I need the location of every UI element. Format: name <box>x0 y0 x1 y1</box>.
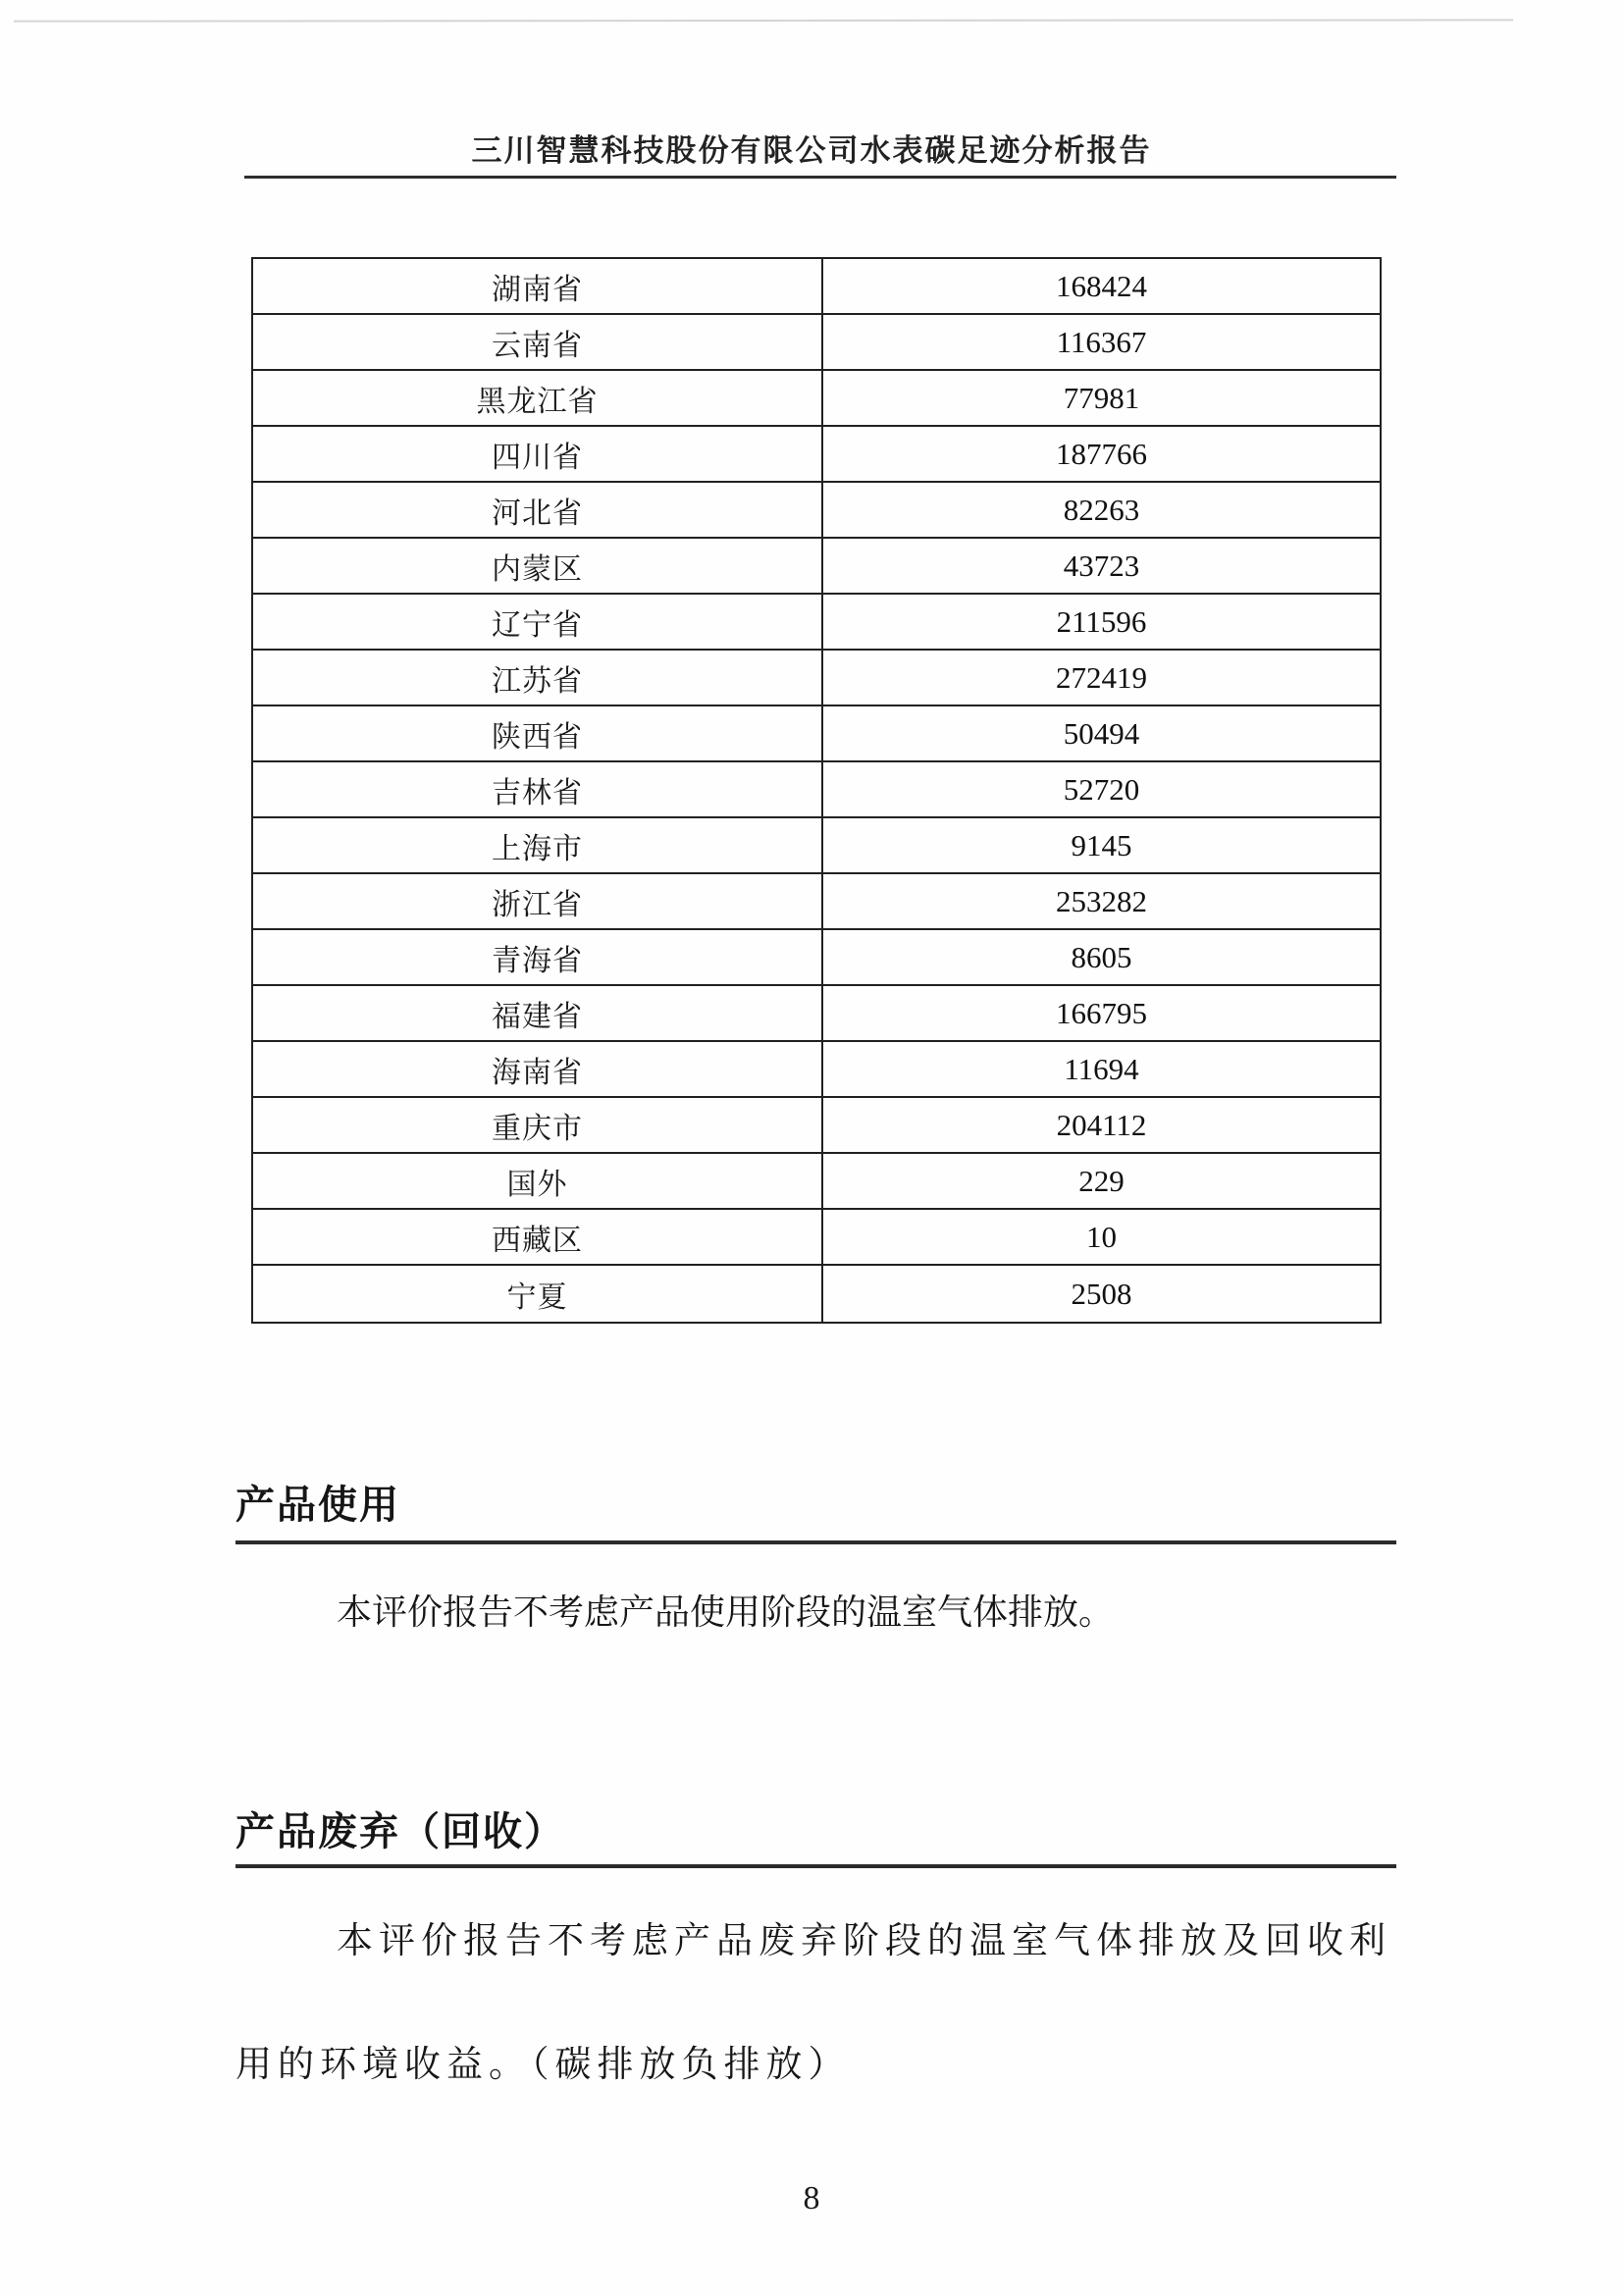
region-value-cell: 52720 <box>1063 771 1140 807</box>
region-value-cell: 229 <box>1078 1163 1125 1198</box>
table-row <box>253 595 1380 651</box>
region-value-cell: 77981 <box>1063 380 1140 415</box>
table-row <box>253 930 1380 986</box>
table-row <box>253 1098 1380 1154</box>
section-heading-product-use: 产品使用 <box>236 1484 400 1527</box>
table-row <box>253 986 1380 1042</box>
region-name-cell: 陕西省 <box>253 706 823 760</box>
region-name-cell: 湖南省 <box>253 259 823 313</box>
table-row <box>253 1266 1380 1322</box>
table-row <box>253 371 1380 427</box>
table-row <box>253 1210 1380 1266</box>
report-header-title: 三川智慧科技股份有限公司水表碳足迹分析报告 <box>471 133 1152 168</box>
region-name-cell: 浙江省 <box>253 874 823 928</box>
region-name-cell: 内蒙区 <box>253 539 823 593</box>
region-emission-table <box>251 257 1382 1324</box>
region-name-cell: 云南省 <box>253 315 823 369</box>
region-name-cell: 西藏区 <box>253 1210 823 1264</box>
region-name-cell: 宁夏 <box>253 1266 823 1322</box>
region-name-cell: 青海省 <box>253 930 823 984</box>
table-row <box>253 483 1380 539</box>
table-row <box>253 427 1380 483</box>
table-row <box>253 539 1380 595</box>
region-value-cell: 166795 <box>1056 995 1147 1030</box>
table-row <box>253 315 1380 371</box>
table-row <box>253 259 1380 315</box>
scan-artifact-line <box>14 19 1513 22</box>
region-name-cell: 黑龙江省 <box>253 371 823 425</box>
header-rule <box>244 176 1396 179</box>
region-value-cell: 8605 <box>1071 939 1132 974</box>
region-value-cell: 253282 <box>1056 883 1147 918</box>
region-value-cell: 211596 <box>1056 603 1147 639</box>
region-value-cell: 168424 <box>1056 268 1147 303</box>
region-name-cell: 福建省 <box>253 986 823 1040</box>
region-value-cell: 50494 <box>1063 715 1140 751</box>
region-name-cell: 国外 <box>253 1154 823 1208</box>
section-heading-product-disposal: 产品废弃（回收） <box>236 1810 565 1853</box>
region-value-cell: 116367 <box>1056 324 1147 359</box>
section-body-product-use: 本评价报告不考虑产品使用阶段的温室气体排放。 <box>337 1592 1115 1632</box>
region-value-cell: 272419 <box>1056 659 1147 695</box>
region-name-cell: 上海市 <box>253 818 823 872</box>
region-value-cell: 43723 <box>1063 548 1140 583</box>
table-row <box>253 1154 1380 1210</box>
region-value-cell: 11694 <box>1064 1051 1139 1086</box>
table-row <box>253 651 1380 706</box>
section-rule <box>236 1540 1396 1544</box>
region-value-cell: 10 <box>1086 1219 1117 1254</box>
section-rule <box>236 1864 1396 1868</box>
region-name-cell: 四川省 <box>253 427 823 481</box>
region-name-cell: 吉林省 <box>253 762 823 816</box>
region-name-cell: 重庆市 <box>253 1098 823 1152</box>
region-value-cell: 9145 <box>1071 827 1132 862</box>
table-row <box>253 874 1380 930</box>
region-name-cell: 辽宁省 <box>253 595 823 649</box>
region-name-cell: 江苏省 <box>253 651 823 704</box>
region-value-cell: 204112 <box>1056 1107 1147 1142</box>
page-number: 8 <box>803 2180 820 2217</box>
table-row <box>253 762 1380 818</box>
region-name-cell: 海南省 <box>253 1042 823 1096</box>
section-body-product-disposal: 本评价报告不考虑产品废弃阶段的温室气体排放及回收利用的环境收益。（碳排放负排放） <box>236 1921 1391 2085</box>
table-row <box>253 1042 1380 1098</box>
table-row <box>253 706 1380 762</box>
table-row <box>253 818 1380 874</box>
region-value-cell: 2508 <box>1071 1276 1132 1311</box>
region-value-cell: 187766 <box>1056 436 1147 471</box>
region-value-cell: 82263 <box>1063 492 1140 527</box>
region-name-cell: 河北省 <box>253 483 823 537</box>
